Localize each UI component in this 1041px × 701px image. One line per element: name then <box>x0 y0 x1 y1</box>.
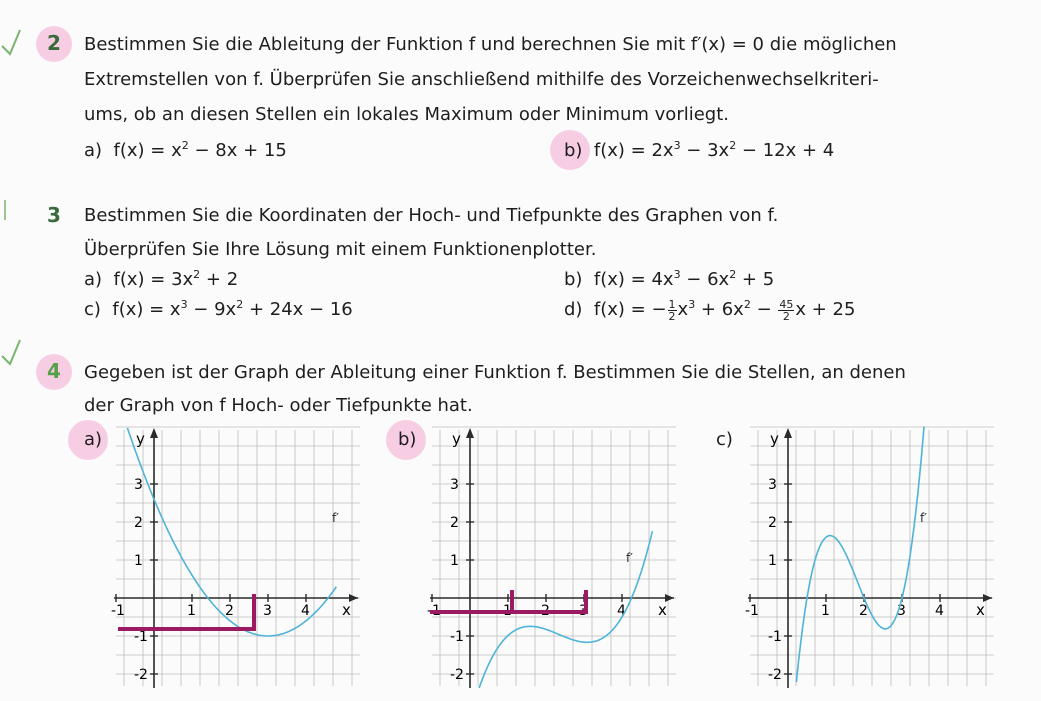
x-tick-label: 4 <box>617 603 626 619</box>
y-tick-label: -1 <box>768 629 782 645</box>
graph-a-label: a) <box>84 429 103 450</box>
graph-b <box>426 420 686 690</box>
task2-item-a: a) $f(x) = x^2 - 8x + 15$ <box>84 139 287 161</box>
task3-item-c: c) $f(x) = x^3 - 9x^2 + 24x - 16$ <box>84 298 353 320</box>
y-tick-label: 3 <box>134 477 143 493</box>
y-tick-label: -2 <box>134 667 148 683</box>
y-axis-arrow-icon <box>150 428 158 438</box>
task3-line-1: Bestimmen Sie die Koordinaten der Hoch- und Tiefpunkte des Graphen von f. <box>84 205 779 226</box>
x-tick-label: -1 <box>745 603 759 619</box>
x-tick-label: 4 <box>301 603 310 619</box>
y-tick-label: 1 <box>134 553 143 569</box>
y-tick-label: 2 <box>450 515 459 531</box>
y-tick-label: 2 <box>768 515 777 531</box>
x-tick-label: 3 <box>263 603 272 619</box>
task3-line-2: Überprüfen Sie Ihre Lösung mit einem Funktionenplotter. <box>84 239 597 260</box>
graph-b-label: b) <box>398 429 417 450</box>
item-label: b) <box>564 269 583 290</box>
y-axis-label: y <box>770 430 779 448</box>
item-label: d) <box>564 299 583 320</box>
y-axis-arrow-icon <box>784 428 792 438</box>
x-tick-label: -1 <box>427 603 441 619</box>
item-label: c) <box>84 299 101 320</box>
x-tick-label: 1 <box>503 603 512 619</box>
y-tick-label: -1 <box>450 629 464 645</box>
item-label: a) <box>84 269 103 290</box>
y-tick-label: 1 <box>450 553 459 569</box>
y-tick-label: -1 <box>134 629 148 645</box>
task-number-4: 4 <box>47 359 61 383</box>
task3-item-d: d) f(x) = − $\frac{1}{2}$ $x^3 + 6x^2$ − $\frac{45}{2}$ x + 25 <box>564 297 856 323</box>
check-mark-icon <box>0 338 22 368</box>
margin-bracket <box>0 200 6 220</box>
x-axis-label: x <box>658 601 667 619</box>
x-tick-label: 2 <box>541 603 550 619</box>
y-tick-label: 1 <box>768 553 777 569</box>
graph-a <box>110 420 370 690</box>
y-tick-label: 2 <box>134 515 143 531</box>
y-axis-label: y <box>452 430 461 448</box>
task2-line-2: Extremstellen von f. Überprüfen Sie anschließend mithilfe des Vorzeichenwechselkriteri- <box>84 69 879 90</box>
x-tick-label: 2 <box>859 603 868 619</box>
curve-label: f′ <box>626 551 633 565</box>
y-tick-label: -2 <box>768 667 782 683</box>
graph-c-label: c) <box>716 429 733 450</box>
x-tick-label: 1 <box>187 603 196 619</box>
task2-line-1: Bestimmen Sie die Ableitung der Funktion f und berechnen Sie mit f′(x) = 0 die möglichen <box>84 34 897 55</box>
y-tick-label: -2 <box>450 667 464 683</box>
x-tick-label: 2 <box>225 603 234 619</box>
task4-line-1: Gegeben ist der Graph der Ableitung einer Funktion f. Bestimmen Sie die Stellen, an denen <box>84 362 906 383</box>
x-tick-label: -1 <box>111 603 125 619</box>
x-tick-label: 3 <box>897 603 906 619</box>
y-tick-label: 3 <box>450 477 459 493</box>
y-axis-arrow-icon <box>466 428 474 438</box>
x-axis-label: x <box>342 601 351 619</box>
x-tick-label: 4 <box>935 603 944 619</box>
curve-label: f′ <box>332 511 339 525</box>
x-tick-label: 1 <box>821 603 830 619</box>
curve-label: f′ <box>920 511 927 525</box>
check-mark-icon <box>0 28 22 58</box>
task2-line-3: ums, ob an diesen Stellen ein lokales Maximum oder Minimum vorliegt. <box>84 104 729 125</box>
y-axis-label: y <box>136 430 145 448</box>
graph-c <box>744 420 1004 690</box>
task-number-2: 2 <box>47 31 61 55</box>
item-label: a) <box>84 140 103 161</box>
item-label: b) <box>564 140 583 161</box>
task-number-3: 3 <box>47 203 61 227</box>
task3-item-b: b) $f(x) = 4x^3 - 6x^2 + 5$ <box>564 268 775 290</box>
task2-item-b: b) $f(x) = 2x^3 - 3x^2 - 12x + 4$ <box>564 139 835 161</box>
x-tick-label: 3 <box>579 603 588 619</box>
task4-line-2: der Graph von f Hoch- oder Tiefpunkte hat. <box>84 395 473 416</box>
task3-item-a: a) $f(x) = 3x^2 + 2$ <box>84 268 239 290</box>
y-tick-label: 3 <box>768 477 777 493</box>
x-axis-label: x <box>976 601 985 619</box>
